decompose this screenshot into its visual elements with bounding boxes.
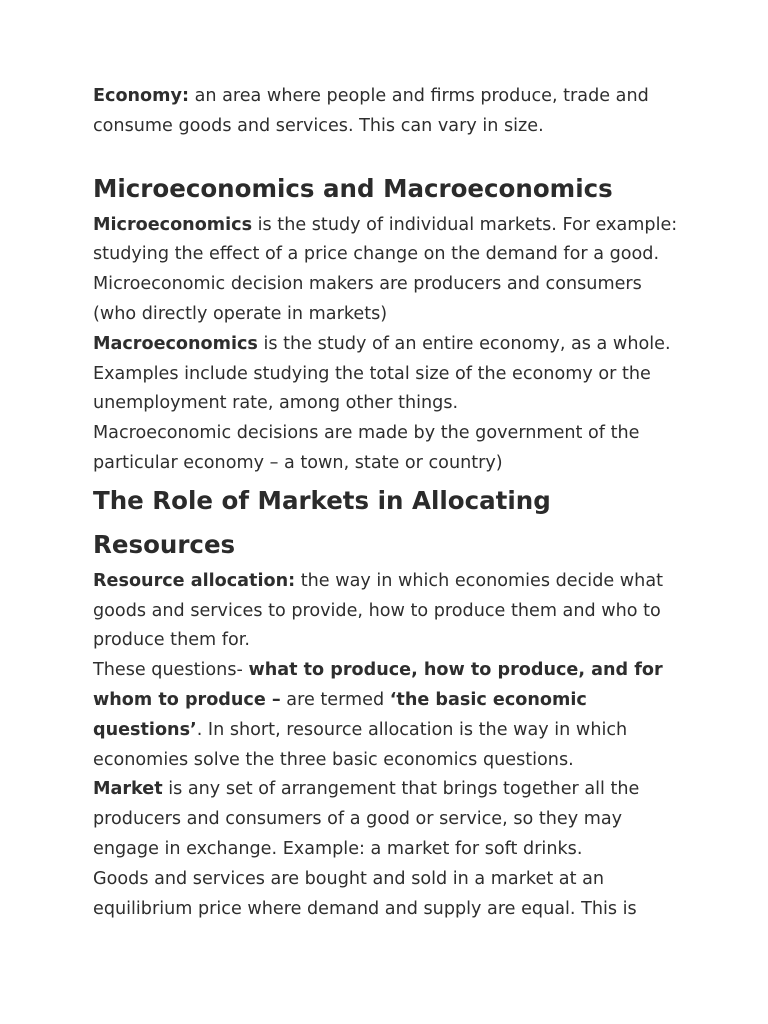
resource-allocation-text: the way in which economies decide what goods and services to provide, how to produce them and who to produce them for. (93, 570, 663, 651)
document-page (93, 82, 683, 924)
section-heading-micro-macro: Microeconomics and Macroeconomics (93, 173, 613, 203)
market-text: is any set of arrangement that brings together all the producers and consumers of a good or service, so they may engage in exchange. Example: a market for soft drinks. (93, 779, 640, 859)
section-heading-markets: The Role of Markets in Allocating Resources (93, 485, 551, 559)
market-definition (93, 775, 683, 864)
microeconomics-term: Microeconomics (93, 214, 253, 235)
microeconomics-definition (93, 211, 683, 330)
questions-middle: are termed (280, 689, 390, 710)
macroeconomic-decisions-paragraph: Macroeconomic decisions are made by the government of the particular economy – a town, state or country) (93, 423, 640, 473)
basic-economic-questions-term: ‘the basic economic questions’ (93, 689, 587, 740)
microeconomics-text: is the study of individual markets. For example: studying the effect of a price change on the demand for a good. Microeconomic decision makers are producers and consumers (who directly operate in markets) (93, 214, 678, 324)
questions-suffix: . In short, resource allocation is the way in which economies solve the three basic economics questions. (93, 719, 628, 770)
macroeconomics-text: is the study of an entire economy, as a whole. Examples include studying the total size of the economy or the unemployment rate, among other things. (93, 333, 671, 414)
macroeconomics-term: Macroeconomics (93, 333, 258, 354)
market-term: Market (93, 779, 163, 800)
economy-term: Economy: (93, 86, 189, 106)
resource-allocation-term: Resource allocation: (93, 570, 296, 591)
resource-allocation-definition (93, 567, 683, 656)
economy-text: an area where people and firms produce, trade and consume goods and services. This can vary in size. (93, 86, 649, 136)
macroeconomics-definition (93, 330, 683, 419)
equilibrium-paragraph: Goods and services are bought and sold in a market at an equilibrium price where demand and supply are equal. This is (93, 868, 637, 919)
questions-bold-list: what to produce, how to produce, and for whom to produce – (93, 660, 663, 710)
economy-definition (93, 82, 683, 142)
questions-prefix: These questions- (93, 660, 249, 681)
basic-questions-paragraph (93, 656, 683, 775)
